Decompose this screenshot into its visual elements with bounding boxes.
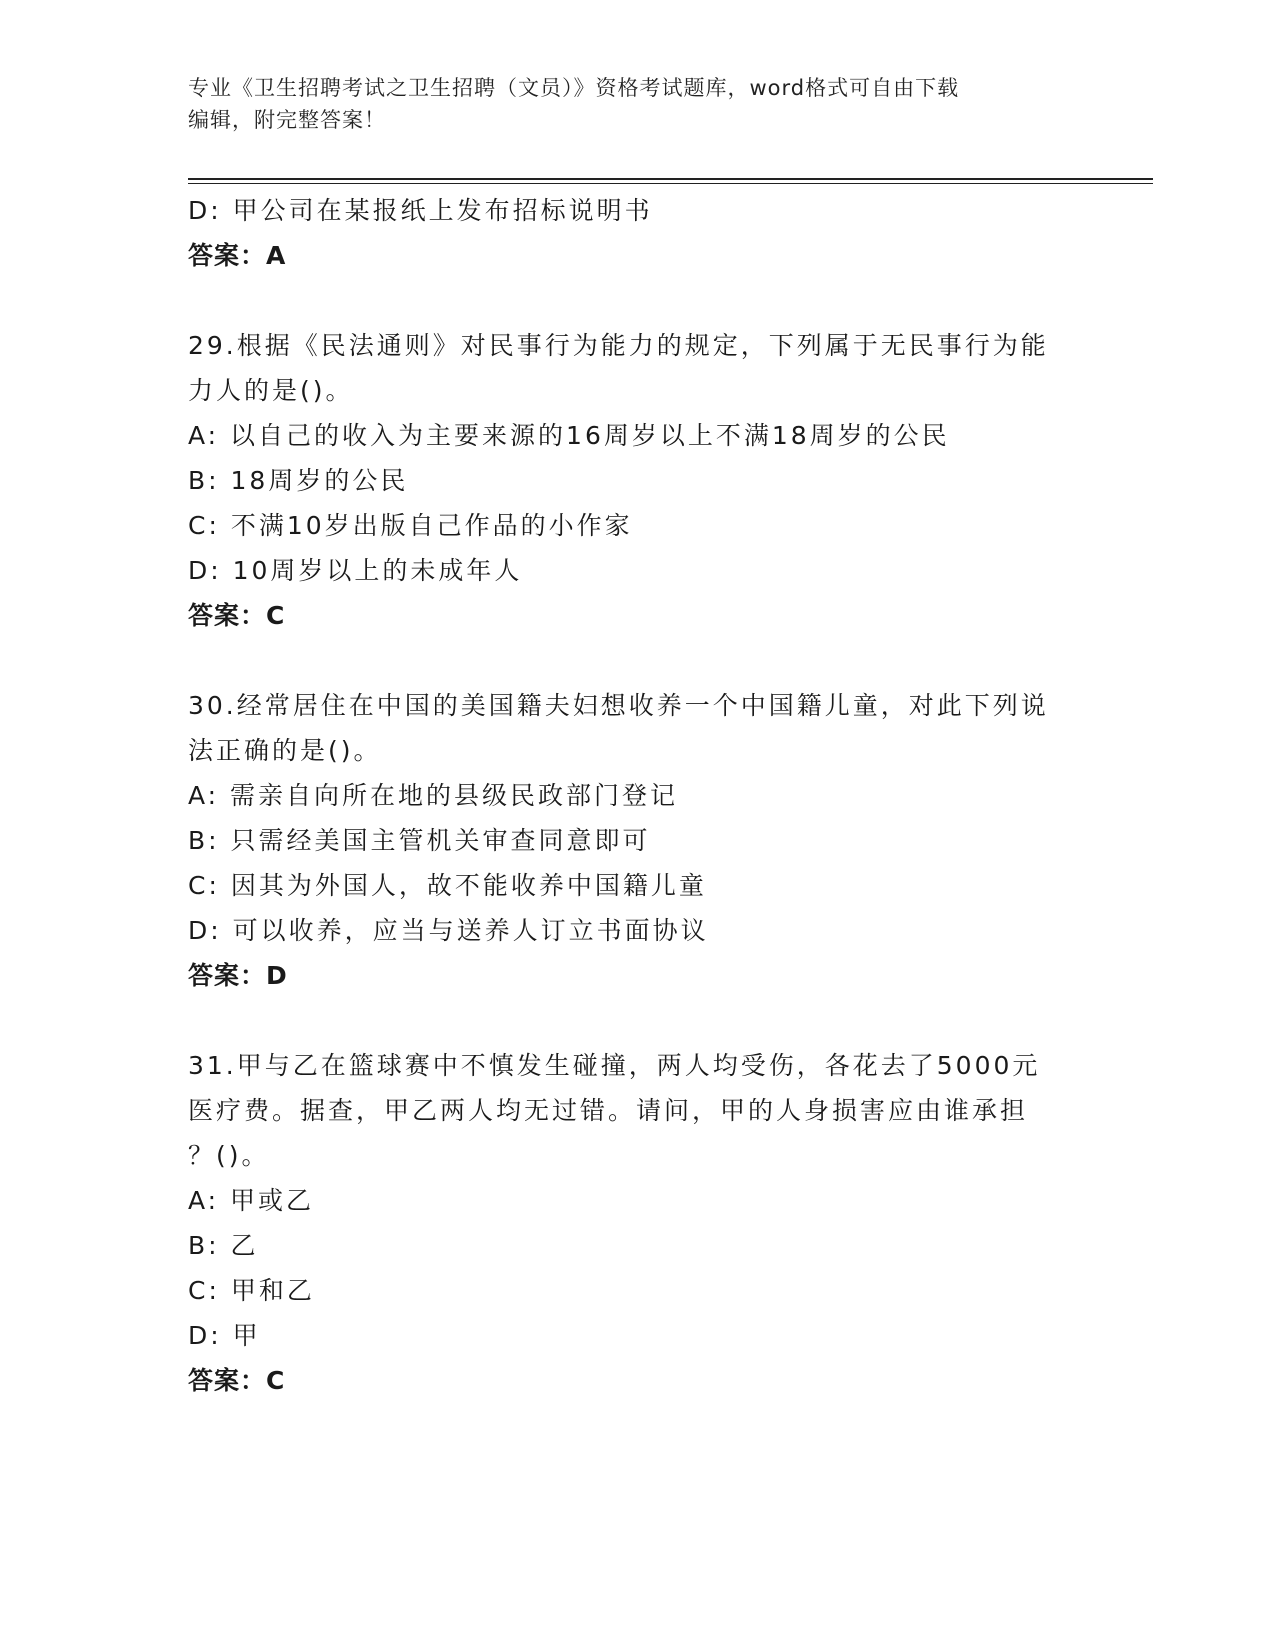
header-rule-thick <box>188 178 1153 180</box>
option-d: D: 10周岁以上的未成年人 <box>188 556 523 585</box>
question-stem: 30.经常居住在中国的美国籍夫妇想收养一个中国籍儿童，对此下列说 <box>188 691 1049 720</box>
question-31 <box>188 1043 1088 1403</box>
document-header <box>188 72 1088 136</box>
answer: 答案：D <box>188 961 288 990</box>
question-stem: ？()。 <box>188 1141 270 1170</box>
question-29 <box>188 323 1088 638</box>
question-stem: 法正确的是()。 <box>188 736 382 765</box>
option-a: A: 需亲自向所在地的县级民政部门登记 <box>188 781 679 810</box>
option-c: C: 甲和乙 <box>188 1276 315 1305</box>
answer: 答案：C <box>188 1366 286 1395</box>
header-line-1: 专业《卫生招聘考试之卫生招聘（文员）》资格考试题库，word格式可自由下载 <box>188 76 960 100</box>
option-d: D: 可以收养，应当与送养人订立书面协议 <box>188 916 709 945</box>
option-c: C: 不满10岁出版自己作品的小作家 <box>188 511 633 540</box>
option-b: B: 18周岁的公民 <box>188 466 409 495</box>
option-b: B: 乙 <box>188 1231 259 1260</box>
spacer <box>188 638 1088 683</box>
question-stem: 29.根据《民法通则》对民事行为能力的规定，下列属于无民事行为能 <box>188 331 1049 360</box>
option-a: A: 甲或乙 <box>188 1186 315 1215</box>
prev-answer: 答案：A <box>188 241 287 270</box>
header-line-2: 编辑，附完整答案！ <box>188 108 386 132</box>
option-c: C: 因其为外国人，故不能收养中国籍儿童 <box>188 871 707 900</box>
prev-option-d: D: 甲公司在某报纸上发布招标说明书 <box>188 196 653 225</box>
question-stem: 力人的是()。 <box>188 376 354 405</box>
spacer <box>188 998 1088 1043</box>
header-rule-thin <box>188 183 1153 184</box>
option-a: A: 以自己的收入为主要来源的16周岁以上不满18周岁的公民 <box>188 421 950 450</box>
option-b: B: 只需经美国主管机关审查同意即可 <box>188 826 651 855</box>
question-list <box>188 188 1088 1403</box>
answer: 答案：C <box>188 601 286 630</box>
question-stem: 31.甲与乙在篮球赛中不慎发生碰撞，两人均受伤，各花去了5000元 <box>188 1051 1041 1080</box>
question-30 <box>188 683 1088 998</box>
option-d: D: 甲 <box>188 1321 261 1350</box>
spacer <box>188 278 1088 323</box>
question-stem: 医疗费。据查，甲乙两人均无过错。请问，甲的人身损害应由谁承担 <box>188 1096 1029 1125</box>
